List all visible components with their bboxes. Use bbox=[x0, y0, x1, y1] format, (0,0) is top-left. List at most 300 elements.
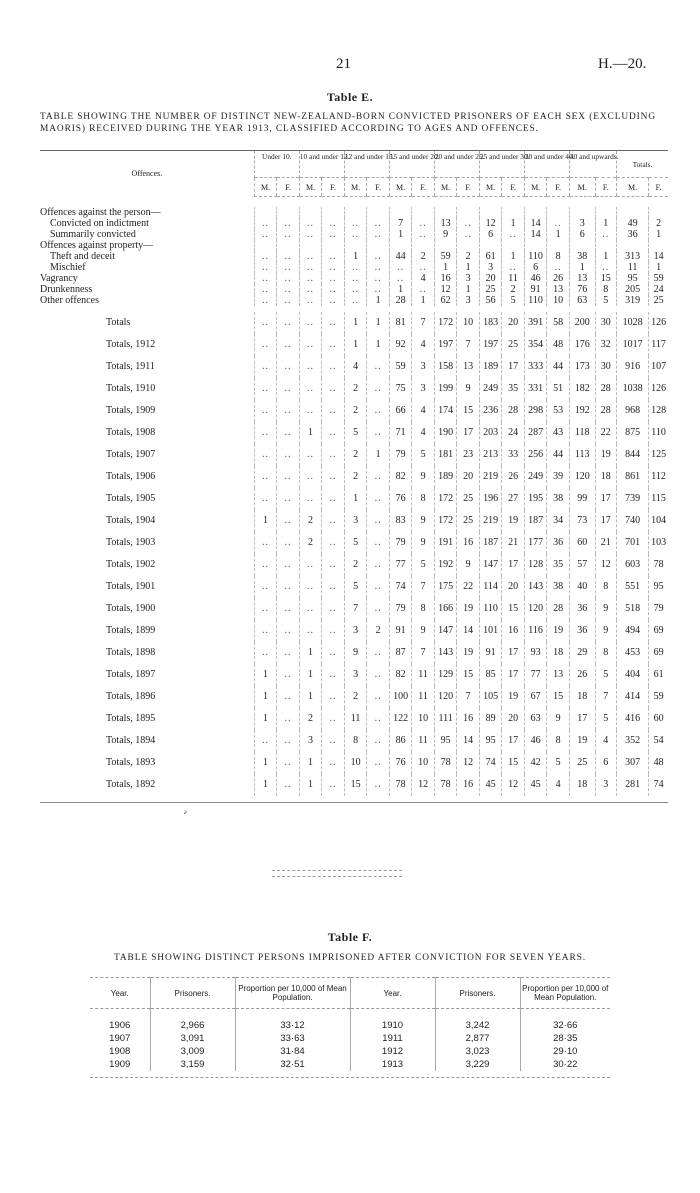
value-cell: .. bbox=[254, 730, 277, 752]
value-cell: 110 bbox=[524, 251, 547, 262]
value-cell: 12 bbox=[434, 284, 457, 295]
value-cell: 4 bbox=[412, 273, 435, 284]
value-cell: 83 bbox=[389, 510, 412, 532]
value-cell: 5 bbox=[595, 708, 616, 730]
value-cell: 95 bbox=[617, 273, 649, 284]
value-cell: 5 bbox=[344, 422, 367, 444]
sex-header: F. bbox=[457, 178, 480, 197]
value-cell: .. bbox=[322, 466, 345, 488]
value-cell: 551 bbox=[617, 576, 649, 598]
row-label: Totals, 1897 bbox=[106, 669, 156, 680]
empty-cell bbox=[457, 240, 480, 251]
value-cell: 91 bbox=[389, 620, 412, 642]
value-cell: .. bbox=[277, 664, 300, 686]
value-cell: 111 bbox=[434, 708, 457, 730]
value-cell: 17 bbox=[569, 708, 595, 730]
empty-cell bbox=[569, 207, 595, 218]
table-cell: 3,242 bbox=[435, 1019, 520, 1032]
value-cell: 8 bbox=[595, 284, 616, 295]
totals-row bbox=[40, 708, 668, 730]
empty-cell bbox=[412, 240, 435, 251]
value-cell: 173 bbox=[569, 356, 595, 378]
column-header: Proportion per 10,000 of Mean Population. bbox=[235, 978, 350, 1009]
value-cell: 14 bbox=[649, 251, 668, 262]
value-cell: 2 bbox=[299, 708, 322, 730]
value-cell: 9 bbox=[344, 642, 367, 664]
value-cell: .. bbox=[344, 295, 367, 306]
value-cell: 313 bbox=[617, 251, 649, 262]
age-group-header: Under 10. bbox=[254, 151, 299, 178]
table-cell: 1907 bbox=[109, 1033, 131, 1044]
value-cell: 89 bbox=[479, 708, 502, 730]
value-cell: .. bbox=[344, 273, 367, 284]
value-cell: 256 bbox=[524, 444, 547, 466]
value-cell: .. bbox=[547, 218, 570, 229]
table-cell: 32·66 bbox=[520, 1019, 610, 1032]
value-cell: 249 bbox=[524, 466, 547, 488]
row-label: Totals bbox=[106, 317, 131, 328]
value-cell: 122 bbox=[389, 708, 412, 730]
row-label: Totals, 1909 bbox=[106, 405, 156, 416]
value-cell: 45 bbox=[479, 774, 502, 796]
value-cell: 8 bbox=[595, 642, 616, 664]
value-cell: 25 bbox=[479, 284, 502, 295]
value-cell: 74 bbox=[389, 576, 412, 598]
value-cell: .. bbox=[367, 356, 390, 378]
value-cell: 189 bbox=[434, 466, 457, 488]
value-cell: 18 bbox=[569, 774, 595, 796]
value-cell: 182 bbox=[569, 378, 595, 400]
value-cell: 13 bbox=[547, 664, 570, 686]
value-cell: .. bbox=[277, 229, 300, 240]
value-cell: 12 bbox=[412, 774, 435, 796]
totals-row bbox=[40, 664, 668, 686]
value-cell: 82 bbox=[389, 664, 412, 686]
column-header: Prisoners. bbox=[150, 978, 235, 1009]
value-cell: 15 bbox=[547, 686, 570, 708]
value-cell: .. bbox=[367, 273, 390, 284]
value-cell: 107 bbox=[649, 356, 668, 378]
row-label: Totals, 1908 bbox=[106, 427, 156, 438]
value-cell: .. bbox=[457, 218, 480, 229]
value-cell: 15 bbox=[502, 598, 525, 620]
value-cell: 46 bbox=[524, 730, 547, 752]
value-cell: 66 bbox=[389, 400, 412, 422]
table-cell: 1911 bbox=[350, 1032, 435, 1045]
value-cell: .. bbox=[277, 378, 300, 400]
empty-cell bbox=[277, 240, 300, 251]
value-cell: .. bbox=[254, 532, 277, 554]
value-cell: 2 bbox=[344, 554, 367, 576]
value-cell: 15 bbox=[502, 752, 525, 774]
value-cell: 1 bbox=[367, 444, 390, 466]
value-cell: 10 bbox=[547, 295, 570, 306]
table-cell: 3,023 bbox=[435, 1045, 520, 1058]
value-cell: 116 bbox=[524, 620, 547, 642]
value-cell: 20 bbox=[457, 466, 480, 488]
value-cell: 62 bbox=[434, 295, 457, 306]
table-cell: 28·35 bbox=[520, 1032, 610, 1045]
value-cell: 17 bbox=[502, 356, 525, 378]
value-cell: .. bbox=[277, 273, 300, 284]
value-cell: 9 bbox=[457, 378, 480, 400]
value-cell: .. bbox=[277, 620, 300, 642]
value-cell: 213 bbox=[479, 444, 502, 466]
empty-cell bbox=[547, 207, 570, 218]
value-cell: 19 bbox=[569, 730, 595, 752]
column-header: Prisoners. bbox=[435, 978, 520, 1009]
value-cell: 57 bbox=[569, 554, 595, 576]
value-cell: .. bbox=[277, 532, 300, 554]
value-cell: 61 bbox=[479, 251, 502, 262]
value-cell: .. bbox=[367, 774, 390, 796]
value-cell: .. bbox=[254, 295, 277, 306]
value-cell: 10 bbox=[412, 752, 435, 774]
value-cell: 28 bbox=[595, 378, 616, 400]
totals-row bbox=[40, 642, 668, 664]
value-cell: .. bbox=[299, 620, 322, 642]
value-cell: 875 bbox=[617, 422, 649, 444]
value-cell: .. bbox=[367, 708, 390, 730]
value-cell: 93 bbox=[524, 642, 547, 664]
empty-cell bbox=[322, 207, 345, 218]
value-cell: .. bbox=[299, 334, 322, 356]
value-cell: .. bbox=[277, 730, 300, 752]
value-cell: .. bbox=[299, 576, 322, 598]
row-label: Totals, 1912 bbox=[106, 339, 156, 350]
value-cell: 46 bbox=[524, 273, 547, 284]
value-cell: .. bbox=[322, 218, 345, 229]
value-cell: 1028 bbox=[617, 312, 649, 334]
value-cell: 16 bbox=[434, 273, 457, 284]
value-cell: .. bbox=[322, 598, 345, 620]
section-heading: Offences against the person— bbox=[40, 207, 161, 218]
value-cell: .. bbox=[547, 262, 570, 273]
value-cell: 143 bbox=[524, 576, 547, 598]
value-cell: .. bbox=[322, 686, 345, 708]
value-cell: 17 bbox=[595, 488, 616, 510]
value-cell: 110 bbox=[524, 295, 547, 306]
table-cell: 3,009 bbox=[150, 1045, 235, 1058]
value-cell: 11 bbox=[344, 708, 367, 730]
empty-cell bbox=[344, 207, 367, 218]
value-cell: .. bbox=[344, 262, 367, 273]
value-cell: 183 bbox=[479, 312, 502, 334]
value-cell: 59 bbox=[649, 686, 668, 708]
value-cell: .. bbox=[277, 488, 300, 510]
value-cell: .. bbox=[322, 400, 345, 422]
column-header: Year. bbox=[350, 978, 435, 1009]
totals-row bbox=[40, 488, 668, 510]
table-cell: 1909 bbox=[109, 1059, 131, 1070]
value-cell: 8 bbox=[412, 488, 435, 510]
value-cell: .. bbox=[595, 262, 616, 273]
value-cell: .. bbox=[254, 262, 277, 273]
value-cell: .. bbox=[277, 554, 300, 576]
value-cell: .. bbox=[254, 356, 277, 378]
empty-cell bbox=[299, 207, 322, 218]
sex-header: F. bbox=[322, 178, 345, 197]
value-cell: .. bbox=[322, 312, 345, 334]
row-label: Totals, 1905 bbox=[106, 493, 156, 504]
value-cell: 861 bbox=[617, 466, 649, 488]
value-cell: 8 bbox=[344, 730, 367, 752]
value-cell: 4 bbox=[412, 422, 435, 444]
separator-rule bbox=[272, 870, 402, 871]
value-cell: 190 bbox=[434, 422, 457, 444]
value-cell: 73 bbox=[569, 510, 595, 532]
row-label: Totals, 1902 bbox=[106, 559, 156, 570]
empty-cell bbox=[569, 240, 595, 251]
row-label: Totals, 1901 bbox=[106, 581, 156, 592]
page-number: 21 bbox=[336, 56, 351, 72]
value-cell: .. bbox=[412, 284, 435, 295]
value-cell: 3 bbox=[299, 730, 322, 752]
empty-cell bbox=[595, 207, 616, 218]
value-cell: .. bbox=[299, 356, 322, 378]
row-label: Theft and deceit bbox=[50, 251, 115, 262]
value-cell: 17 bbox=[502, 554, 525, 576]
offence-row bbox=[40, 284, 668, 295]
value-cell: 38 bbox=[569, 251, 595, 262]
value-cell: 15 bbox=[344, 774, 367, 796]
value-cell: .. bbox=[299, 229, 322, 240]
totals-row bbox=[40, 576, 668, 598]
value-cell: 36 bbox=[569, 620, 595, 642]
value-cell: .. bbox=[277, 598, 300, 620]
row-label: Totals, 1907 bbox=[106, 449, 156, 460]
totals-row bbox=[40, 686, 668, 708]
value-cell: 1 bbox=[595, 251, 616, 262]
value-cell: 354 bbox=[524, 334, 547, 356]
value-cell: 175 bbox=[434, 576, 457, 598]
empty-cell bbox=[617, 207, 649, 218]
value-cell: 7 bbox=[412, 312, 435, 334]
value-cell: 15 bbox=[457, 400, 480, 422]
value-cell: 38 bbox=[547, 576, 570, 598]
spacer-row bbox=[90, 1009, 610, 1020]
value-cell: 9 bbox=[412, 620, 435, 642]
empty-cell bbox=[524, 207, 547, 218]
value-cell: .. bbox=[412, 229, 435, 240]
value-cell: .. bbox=[254, 312, 277, 334]
value-cell: 4 bbox=[547, 774, 570, 796]
value-cell: 24 bbox=[649, 284, 668, 295]
value-cell: 40 bbox=[569, 576, 595, 598]
value-cell: 3 bbox=[344, 510, 367, 532]
age-group-header: Totals. bbox=[617, 151, 668, 178]
value-cell: 128 bbox=[649, 400, 668, 422]
value-cell: .. bbox=[322, 356, 345, 378]
value-cell: 219 bbox=[479, 510, 502, 532]
section-heading-row bbox=[40, 207, 668, 218]
value-cell: 105 bbox=[479, 686, 502, 708]
value-cell: .. bbox=[277, 262, 300, 273]
offences-column-header: Offences. bbox=[131, 169, 163, 179]
value-cell: .. bbox=[254, 598, 277, 620]
value-cell: 27 bbox=[502, 488, 525, 510]
value-cell: 28 bbox=[389, 295, 412, 306]
value-cell: 77 bbox=[389, 554, 412, 576]
sex-header: F. bbox=[277, 178, 300, 197]
value-cell: .. bbox=[367, 510, 390, 532]
table-cell: 30·22 bbox=[520, 1058, 610, 1071]
value-cell: 11 bbox=[412, 686, 435, 708]
value-cell: 117 bbox=[649, 334, 668, 356]
offence-row bbox=[40, 251, 668, 262]
value-cell: .. bbox=[277, 422, 300, 444]
age-group-header: 40 and upwards. bbox=[569, 151, 616, 178]
table-f-caption: TABLE SHOWING DISTINCT PERSONS IMPRISONED AFTER CONVICTION FOR SEVEN YEARS. bbox=[114, 953, 586, 963]
spacer-row bbox=[40, 197, 668, 208]
sex-header: F. bbox=[367, 178, 390, 197]
value-cell: 61 bbox=[649, 664, 668, 686]
value-cell: 1 bbox=[299, 686, 322, 708]
value-cell: 18 bbox=[547, 642, 570, 664]
value-cell: 36 bbox=[547, 532, 570, 554]
value-cell: .. bbox=[277, 312, 300, 334]
value-cell: .. bbox=[322, 730, 345, 752]
value-cell: 32 bbox=[595, 334, 616, 356]
value-cell: .. bbox=[457, 229, 480, 240]
value-cell: 51 bbox=[547, 378, 570, 400]
value-cell: 5 bbox=[412, 554, 435, 576]
row-label: Totals, 1903 bbox=[106, 537, 156, 548]
value-cell: 200 bbox=[569, 312, 595, 334]
value-cell: 19 bbox=[457, 598, 480, 620]
value-cell: 2 bbox=[299, 510, 322, 532]
value-cell: 16 bbox=[457, 708, 480, 730]
value-cell: .. bbox=[502, 262, 525, 273]
value-cell: 21 bbox=[502, 532, 525, 554]
value-cell: 54 bbox=[649, 730, 668, 752]
row-label: Convicted on indictment bbox=[50, 218, 149, 229]
value-cell: 17 bbox=[502, 730, 525, 752]
value-cell: 5 bbox=[502, 295, 525, 306]
value-cell: 1 bbox=[569, 262, 595, 273]
value-cell: .. bbox=[277, 686, 300, 708]
value-cell: 249 bbox=[479, 378, 502, 400]
value-cell: 192 bbox=[569, 400, 595, 422]
table-cell: 32·51 bbox=[235, 1058, 350, 1071]
value-cell: 191 bbox=[434, 532, 457, 554]
value-cell: 59 bbox=[434, 251, 457, 262]
value-cell: 74 bbox=[649, 774, 668, 796]
value-cell: 19 bbox=[502, 686, 525, 708]
value-cell: .. bbox=[322, 774, 345, 796]
value-cell: .. bbox=[299, 378, 322, 400]
value-cell: 199 bbox=[434, 378, 457, 400]
value-cell: 3 bbox=[569, 218, 595, 229]
value-cell: 404 bbox=[617, 664, 649, 686]
value-cell: .. bbox=[277, 510, 300, 532]
value-cell: .. bbox=[254, 334, 277, 356]
value-cell: 1 bbox=[299, 664, 322, 686]
value-cell: 24 bbox=[502, 422, 525, 444]
value-cell: 2 bbox=[367, 620, 390, 642]
empty-cell bbox=[299, 240, 322, 251]
value-cell: 1 bbox=[367, 334, 390, 356]
value-cell: .. bbox=[254, 466, 277, 488]
value-cell: 36 bbox=[569, 598, 595, 620]
value-cell: 187 bbox=[479, 532, 502, 554]
value-cell: 19 bbox=[595, 444, 616, 466]
value-cell: 701 bbox=[617, 532, 649, 554]
value-cell: .. bbox=[299, 466, 322, 488]
row-label: Totals, 1894 bbox=[106, 735, 156, 746]
table-cell: 33·63 bbox=[235, 1032, 350, 1045]
table-cell: 3,229 bbox=[435, 1058, 520, 1071]
value-cell: 3 bbox=[457, 295, 480, 306]
totals-row bbox=[40, 356, 668, 378]
value-cell: 1 bbox=[299, 642, 322, 664]
value-cell: .. bbox=[367, 664, 390, 686]
empty-cell bbox=[434, 240, 457, 251]
value-cell: .. bbox=[254, 488, 277, 510]
value-cell: .. bbox=[254, 620, 277, 642]
row-label: Totals, 1899 bbox=[106, 625, 156, 636]
value-cell: .. bbox=[299, 444, 322, 466]
table-cell: 1913 bbox=[350, 1058, 435, 1071]
value-cell: 45 bbox=[524, 774, 547, 796]
value-cell: .. bbox=[367, 532, 390, 554]
value-cell: .. bbox=[299, 400, 322, 422]
value-cell: .. bbox=[277, 642, 300, 664]
value-cell: 1 bbox=[254, 686, 277, 708]
value-cell: 79 bbox=[649, 598, 668, 620]
value-cell: .. bbox=[277, 774, 300, 796]
value-cell: .. bbox=[322, 334, 345, 356]
value-cell: 63 bbox=[524, 708, 547, 730]
value-cell: 63 bbox=[569, 295, 595, 306]
value-cell: 2 bbox=[502, 284, 525, 295]
table-row bbox=[90, 1058, 610, 1071]
value-cell: 18 bbox=[595, 466, 616, 488]
totals-row bbox=[40, 510, 668, 532]
row-label: Totals, 1892 bbox=[106, 779, 156, 790]
value-cell: 1 bbox=[502, 251, 525, 262]
value-cell: 5 bbox=[344, 576, 367, 598]
value-cell: 333 bbox=[524, 356, 547, 378]
value-cell: .. bbox=[367, 378, 390, 400]
value-cell: 4 bbox=[595, 730, 616, 752]
value-cell: 78 bbox=[649, 554, 668, 576]
empty-cell bbox=[649, 207, 668, 218]
value-cell: 4 bbox=[344, 356, 367, 378]
value-cell: 6 bbox=[524, 262, 547, 273]
value-cell: 2 bbox=[344, 466, 367, 488]
column-header: Proportion per 10,000 of Mean Population. bbox=[520, 978, 610, 1009]
value-cell: 71 bbox=[389, 422, 412, 444]
value-cell: .. bbox=[412, 262, 435, 273]
totals-row bbox=[40, 774, 668, 796]
value-cell: .. bbox=[254, 400, 277, 422]
value-cell: .. bbox=[277, 466, 300, 488]
table-f-title: Table F. bbox=[327, 930, 373, 944]
value-cell: .. bbox=[254, 218, 277, 229]
row-label: Totals, 1904 bbox=[106, 515, 156, 526]
value-cell: 79 bbox=[389, 598, 412, 620]
value-cell: .. bbox=[254, 251, 277, 262]
value-cell: 1 bbox=[254, 510, 277, 532]
value-cell: 20 bbox=[502, 708, 525, 730]
value-cell: .. bbox=[277, 251, 300, 262]
empty-cell bbox=[649, 240, 668, 251]
empty-cell bbox=[502, 207, 525, 218]
value-cell: 120 bbox=[524, 598, 547, 620]
value-cell: 19 bbox=[457, 642, 480, 664]
table-cell: 1908 bbox=[109, 1046, 131, 1057]
